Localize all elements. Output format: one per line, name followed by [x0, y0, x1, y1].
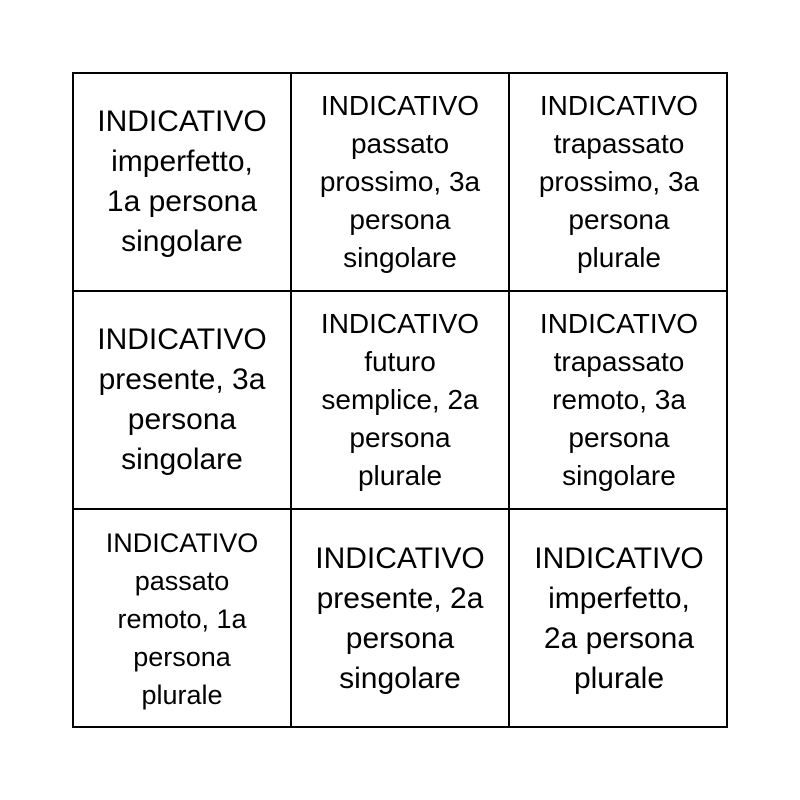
bingo-cell-8	[292, 510, 510, 728]
bingo-cell-8-text: INDICATIVO presente, 2a persona singolare	[315, 542, 485, 695]
bingo-cell-3	[510, 74, 728, 292]
bingo-cell-5	[292, 292, 510, 510]
bingo-cell-9-text: INDICATIVO imperfetto, 2a persona plurale	[534, 542, 704, 695]
bingo-cell-9	[510, 510, 728, 728]
bingo-cell-2-text: INDICATIVO passato prossimo, 3a persona singolare	[319, 90, 481, 273]
bingo-cell-4-text: INDICATIVO presente, 3a persona singolare	[97, 323, 267, 476]
bingo-cell-4	[74, 292, 292, 510]
bingo-cell-1-text: INDICATIVO imperfetto, 1a persona singolare	[97, 105, 267, 258]
bingo-cell-3-text: INDICATIVO trapassato prossimo, 3a persona plurale	[538, 90, 700, 273]
bingo-cell-1	[74, 74, 292, 292]
bingo-cell-5-text: INDICATIVO futuro semplice, 2a persona plurale	[320, 308, 480, 491]
bingo-cell-7	[74, 510, 292, 728]
bingo-card	[72, 72, 728, 728]
bingo-cell-6-text: INDICATIVO trapassato remoto, 3a persona singolare	[539, 308, 699, 491]
bingo-cell-6	[510, 292, 728, 510]
bingo-cell-2	[292, 74, 510, 292]
bingo-cell-7-text: INDICATIVO passato remoto, 1a persona plurale	[105, 528, 259, 710]
